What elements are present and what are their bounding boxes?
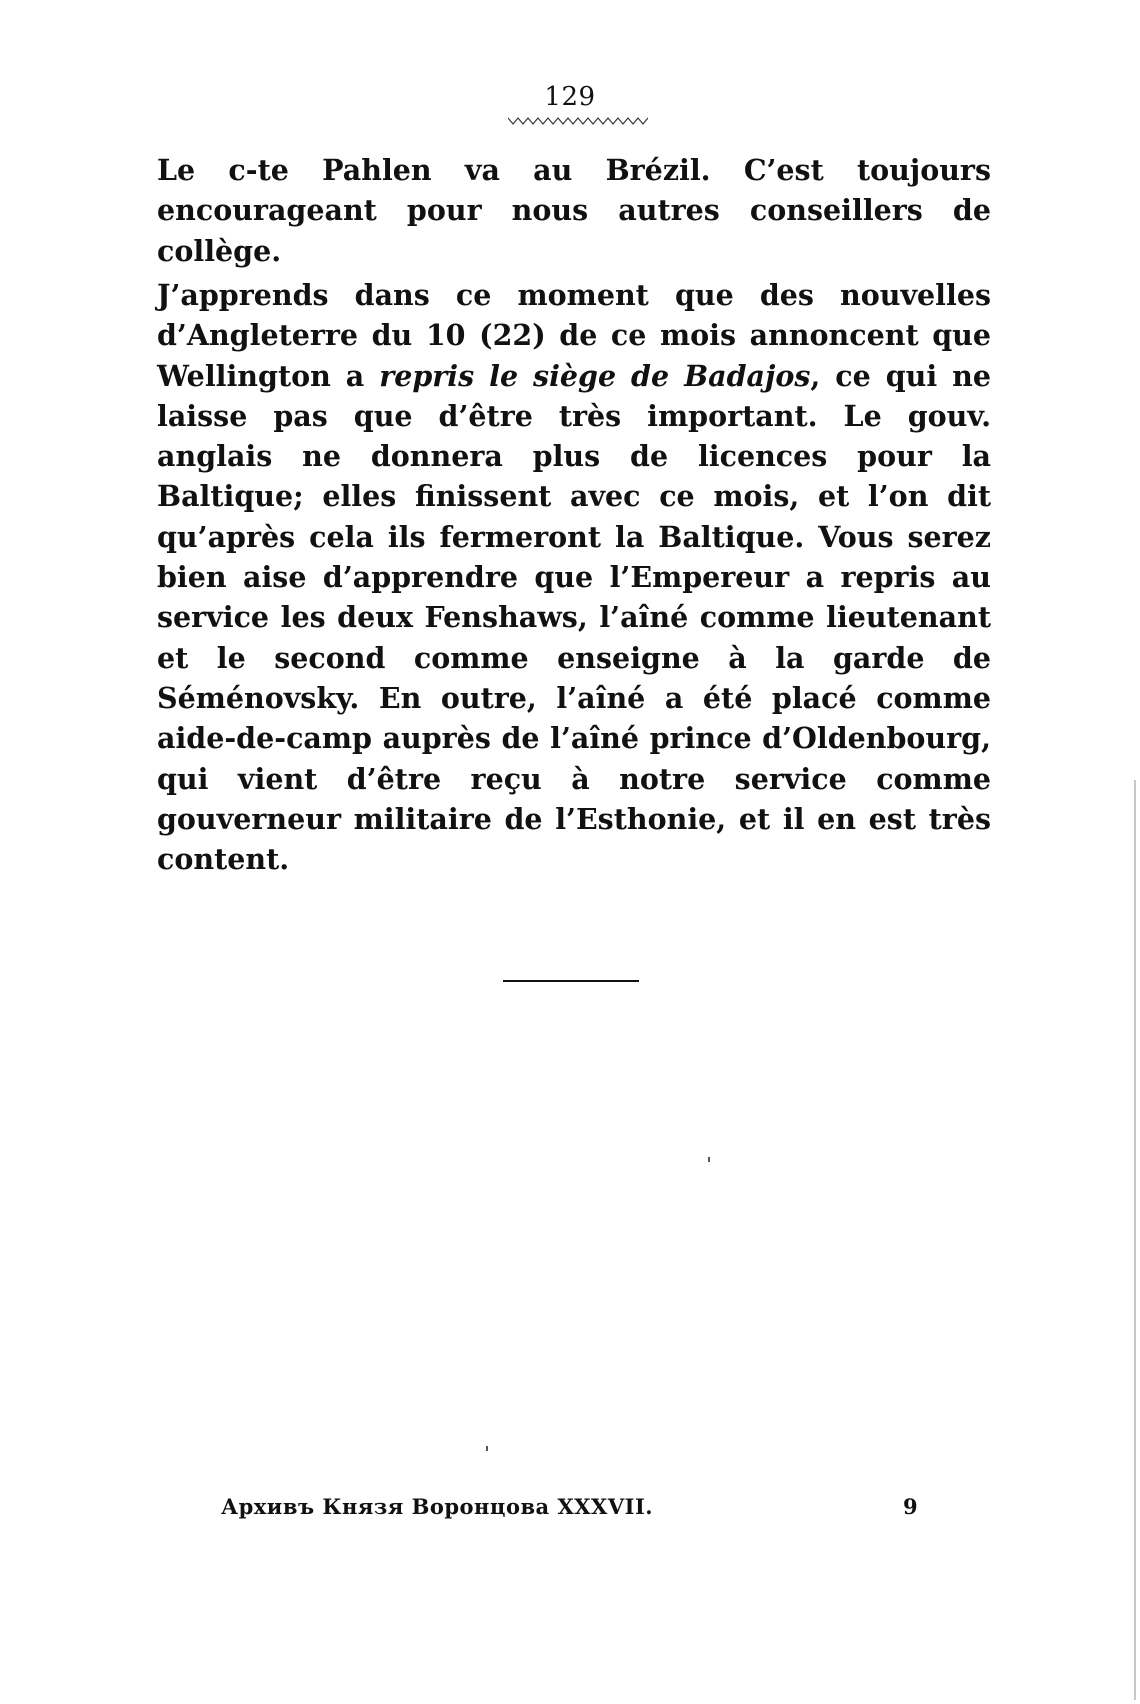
paragraph-2-italic-phrase: repris le siège de Badajos	[379, 358, 811, 393]
footer-signature: Архивъ Князя Воронцова XXXVII.	[221, 1494, 654, 1519]
scan-edge-line	[1134, 780, 1136, 1700]
paragraph-2-text-start: J’apprends dans ce moment que des nouvelles d’Angleterre du 10 (22) de ce mois annoncent que Wellington a	[157, 278, 991, 393]
page-number-ornament	[508, 116, 648, 126]
paragraph-2	[157, 275, 991, 879]
paragraph-1-text: Le c-te Pahlen va au Brézil. C’est toujours encourageant pour nous autres conseillers de collège.	[157, 153, 991, 268]
footer-sheet-number: 9	[903, 1494, 918, 1519]
section-divider	[503, 980, 639, 982]
scan-speck	[708, 1157, 710, 1162]
page-number: 129	[544, 82, 596, 112]
scan-speck	[486, 1446, 488, 1451]
paragraph-2-text-end: , ce qui ne laisse pas que d’être très important. Le gouv. anglais ne donnera plus de licences pour la Baltique; elles finissent avec ce mois, et l’on dit qu’après cela ils fermeront la Baltique. Vous serez bien aise d’apprendre que l’Empereur a repris au service les deux Fenshaws, l’aîné comme lieutenant et le second comme enseigne à la garde de Séménovsky. En outre, l’aîné a été placé comme aide-de-camp auprès de l’aîné prince d’Oldenbourg, qui vient d’être reçu à notre service comme gouverneur militaire de l’Esthonie, et il en est très content.	[157, 358, 991, 877]
paragraph-1	[157, 150, 991, 271]
